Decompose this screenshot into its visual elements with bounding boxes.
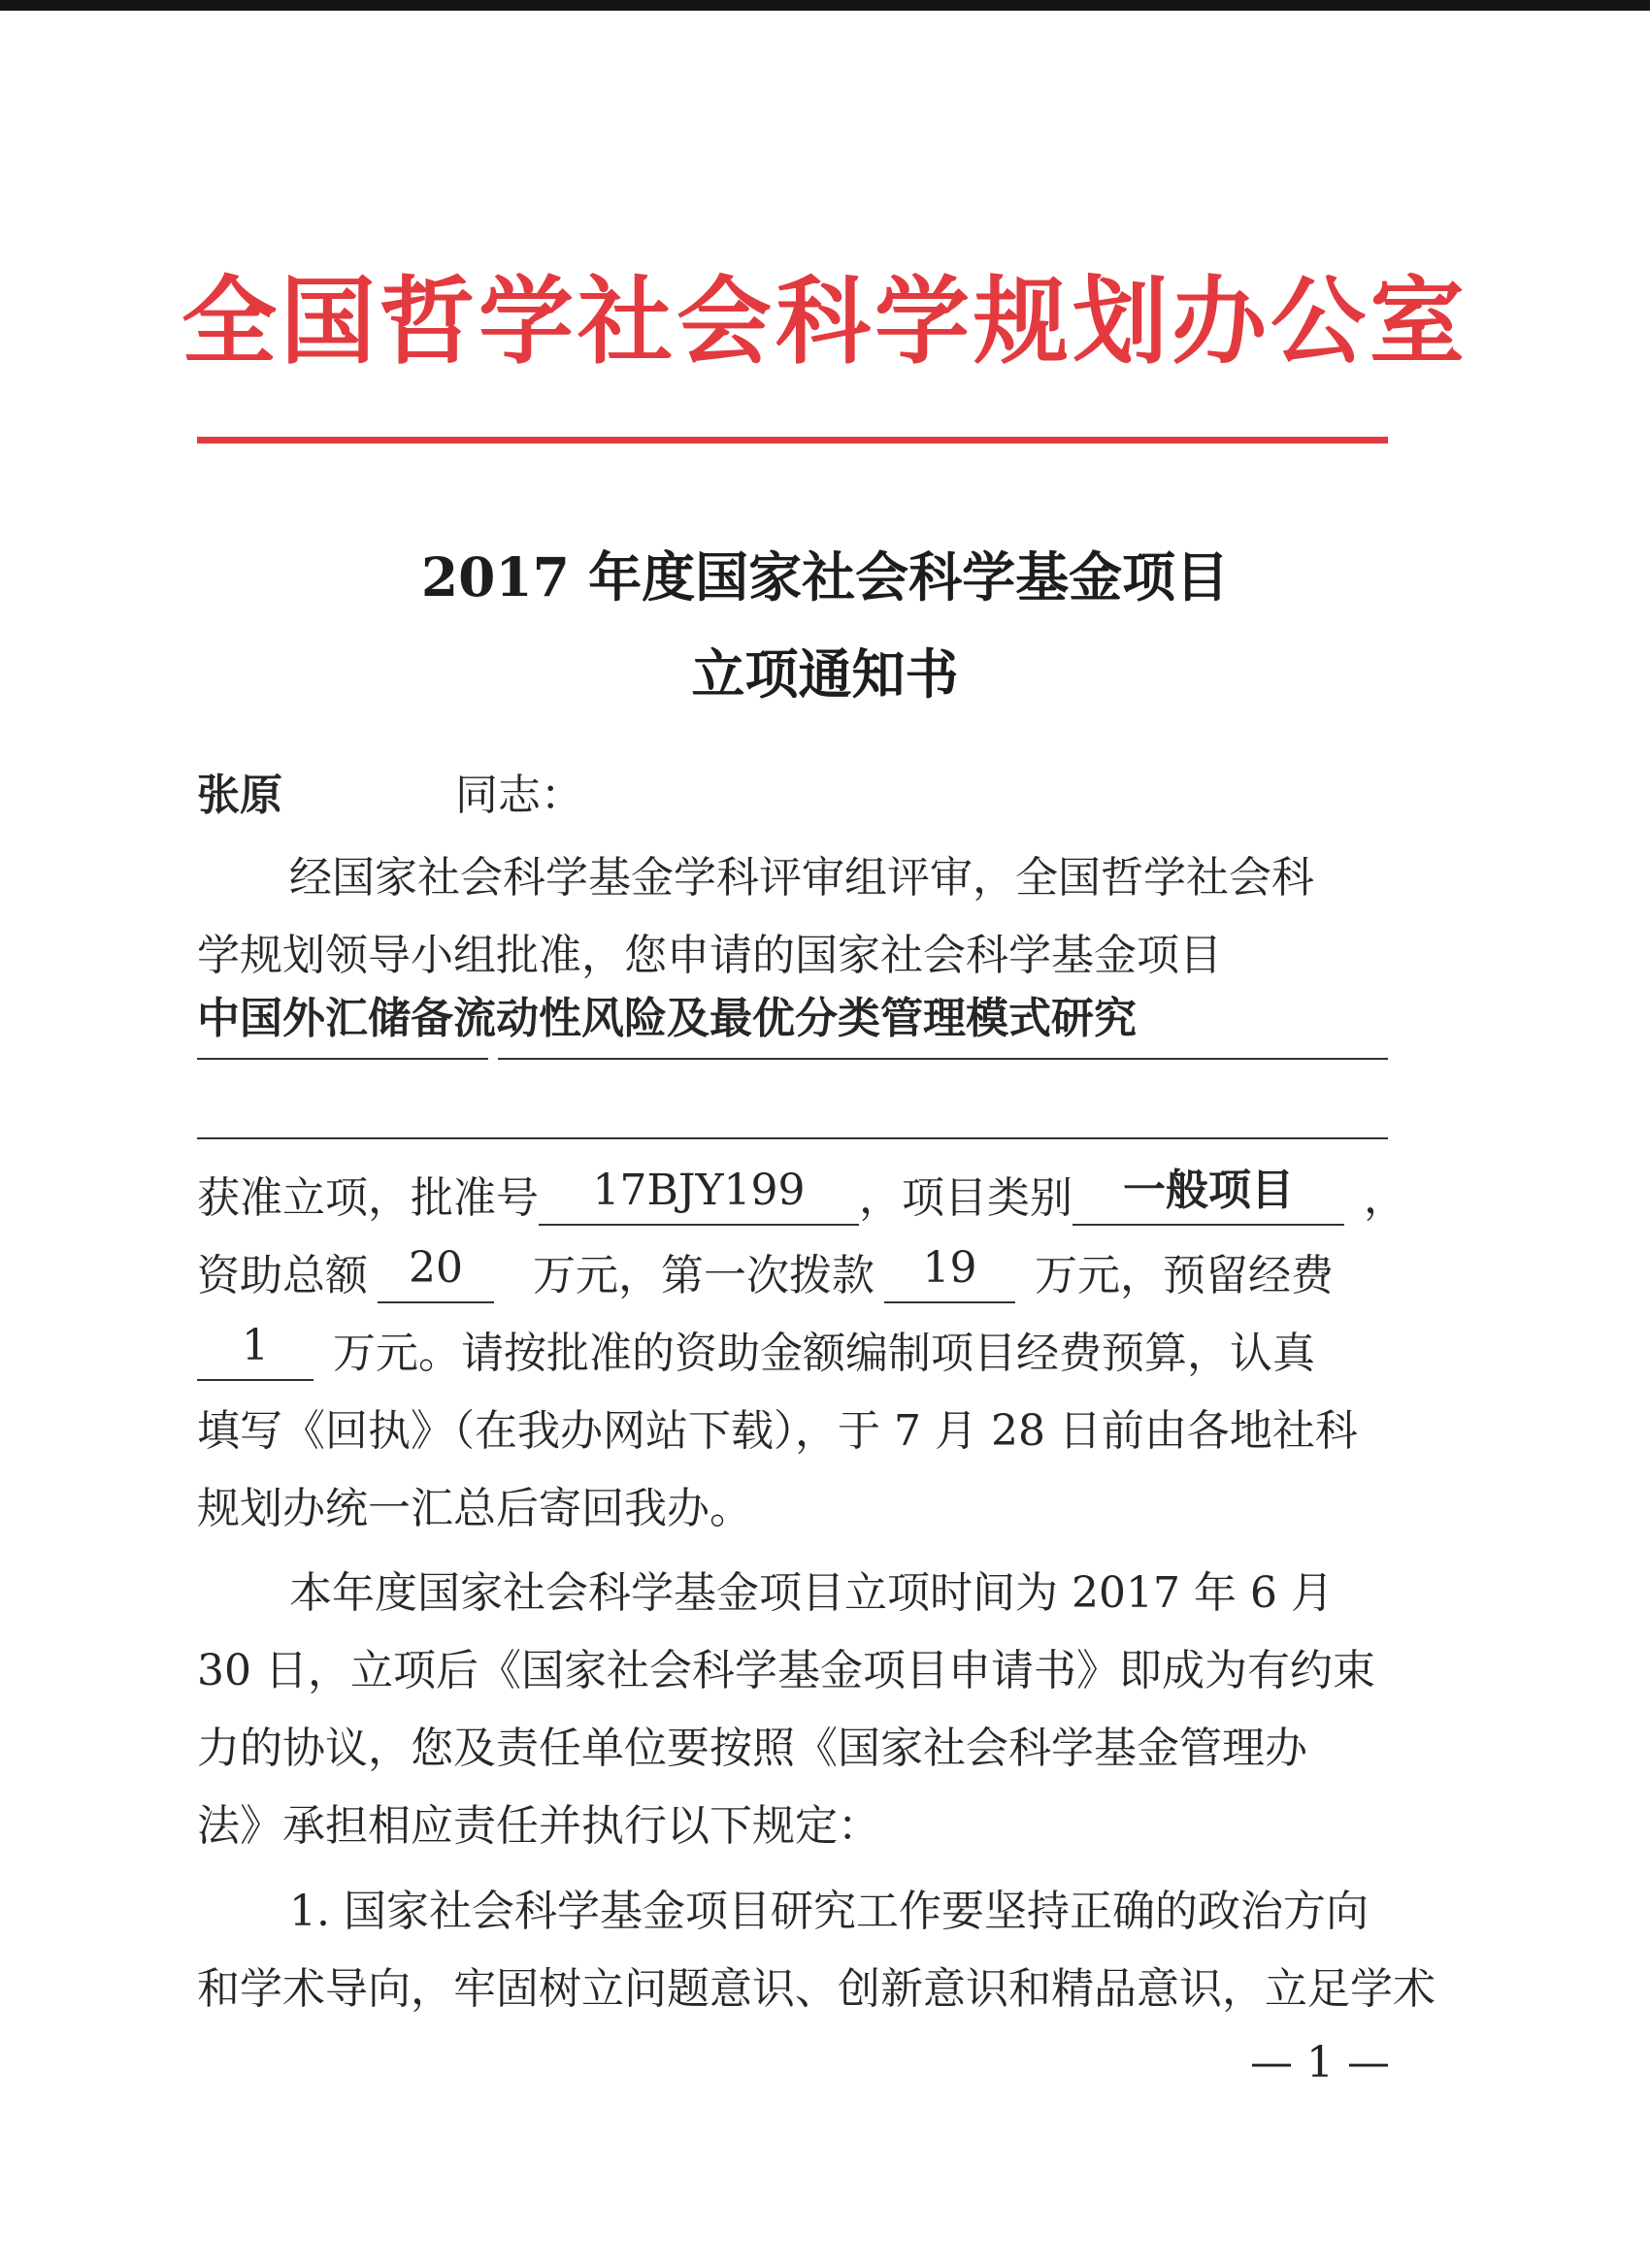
total-value: 20 xyxy=(409,1243,463,1293)
para2-line4: 法》承担相应责任并执行以下规定： xyxy=(197,1801,880,1851)
reserve-value: 1 xyxy=(242,1321,269,1370)
first-payment-field xyxy=(884,1243,1015,1303)
para2-line2: 30 日，立项后《国家社会科学基金项目申请书》即成为有约束 xyxy=(197,1646,1375,1695)
para3-line2: 和学术导向，牢固树立问题意识、创新意识和精品意识，立足学术 xyxy=(197,1964,1436,2014)
para1-line1: 经国家社会科学基金学科评审组评审，全国哲学社会科 xyxy=(289,853,1314,903)
recipient-suffix: 同志： xyxy=(455,771,583,820)
category-label: ，项目类别 xyxy=(859,1173,1072,1223)
office-header: 全国哲学社会科学规划办公室 xyxy=(181,267,1468,378)
first-payment-label: 万元，第一次拨款 xyxy=(533,1251,874,1300)
header-divider xyxy=(197,437,1388,444)
para3-line1: 1. 国家社会科学基金项目研究工作要坚持正确的政治方向 xyxy=(289,1887,1369,1936)
approval-no-label: 获准立项，批准号 xyxy=(197,1173,539,1223)
document-title-line1: 2017 年度国家社会科学基金项目 xyxy=(420,545,1230,608)
approval-line3 xyxy=(197,1321,1315,1383)
category-field xyxy=(1072,1166,1344,1226)
approval-no-value: 17BJY199 xyxy=(592,1166,806,1215)
project-title-underline-b xyxy=(498,1058,1388,1060)
approval-no-field xyxy=(539,1166,859,1226)
para2-line1: 本年度国家社会科学基金项目立项时间为 2017 年 6 月 xyxy=(289,1568,1334,1618)
category-comma: ， xyxy=(1364,1173,1406,1223)
scan-top-edge xyxy=(0,0,1650,11)
document-title-line2: 立项通知书 xyxy=(691,642,959,706)
project-title-underline-a xyxy=(197,1058,488,1060)
project-title-underline-c xyxy=(197,1137,1388,1139)
total-label: 资助总额 xyxy=(197,1251,368,1300)
project-title: 中国外汇储备流动性风险及最优分类管理模式研究 xyxy=(197,994,1137,1043)
para1-line2: 学规划领导小组批准，您申请的国家社会科学基金项目 xyxy=(197,931,1222,980)
recipient-line xyxy=(197,767,583,825)
category-value: 一般项目 xyxy=(1123,1166,1294,1215)
budget-instruction: 万元。请按批准的资助金额编制项目经费预算，认真 xyxy=(333,1329,1315,1378)
approval-line1 xyxy=(197,1166,1406,1228)
approval-line4: 填写《回执》（在我办网站下载），于 7 月 28 日前由各地社科 xyxy=(197,1406,1358,1456)
first-payment-value: 19 xyxy=(922,1243,977,1293)
approval-line5: 规划办统一汇总后寄回我办。 xyxy=(197,1484,752,1533)
recipient-name: 张原 xyxy=(197,771,282,820)
reserve-field xyxy=(197,1321,314,1381)
para2-line3: 力的协议，您及责任单位要按照《国家社会科学基金管理办 xyxy=(197,1724,1307,1773)
page-number: — 1 — xyxy=(1250,2038,1390,2087)
approval-line2 xyxy=(197,1243,1334,1305)
total-field xyxy=(378,1243,494,1303)
reserve-label: 万元，预留经费 xyxy=(1035,1251,1334,1300)
